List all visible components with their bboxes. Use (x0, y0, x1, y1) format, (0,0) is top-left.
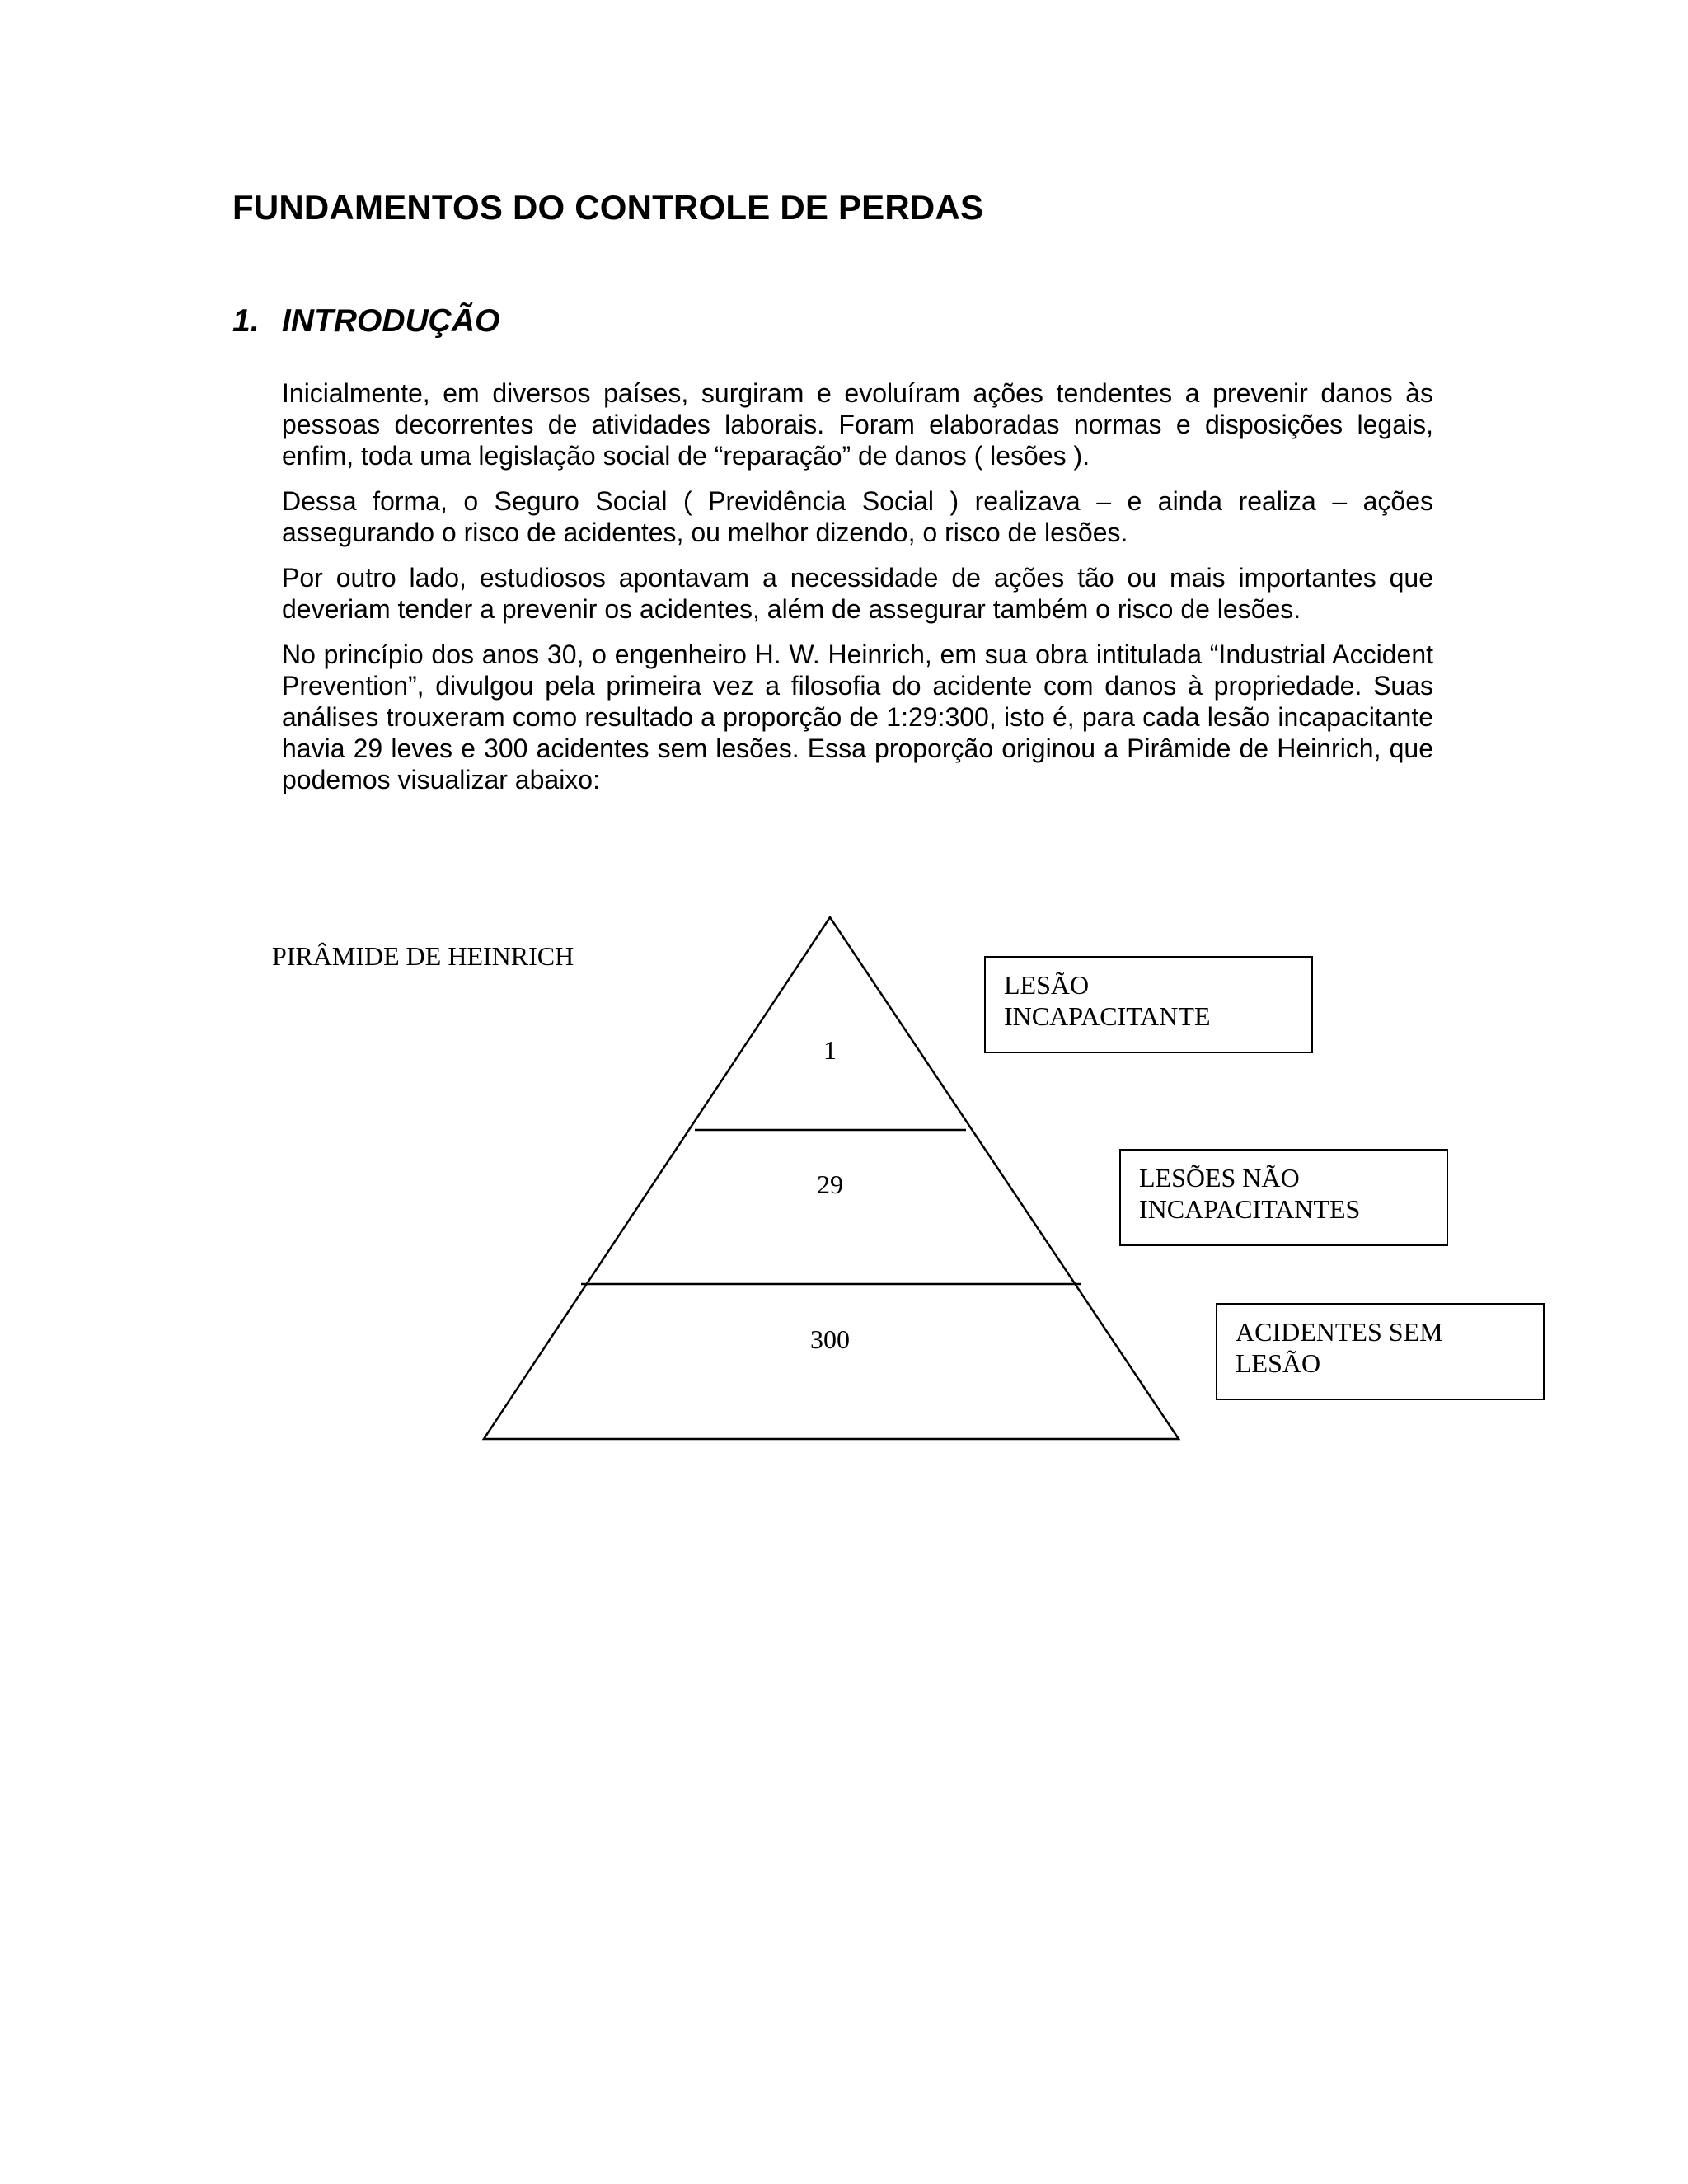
introduction-body (282, 377, 1433, 809)
pyramid-level-1-value: 1 (823, 1035, 837, 1065)
paragraph-4: No princípio dos anos 30, o engenheiro H. W. Heinrich, em sua obra intitulada “Industrial Accident Prevention”, divulgou pela primeira vez a filosofia do acidente com danos à propriedade. Suas análises trouxeram como resultado a proporção de 1:29:300, isto é, para cada lesão incapacitante havia 29 leves e 300 acidentes sem lesões. Essa proporção originou a Pirâmide de Heinrich, que podemos visualizar abaixo: (282, 640, 1433, 794)
paragraph-2: Dessa forma, o Seguro Social ( Previdência Social ) realizava – e ainda realiza – ações assegurando o risco de acidentes, ou melhor dizendo, o risco de lesões. (282, 486, 1433, 547)
section-number: 1. (232, 303, 260, 339)
legend-2-line-1: LESÕES NÃO (1139, 1163, 1300, 1193)
legend-box-lesoes-nao-incapacitantes (1119, 1149, 1448, 1246)
paragraph-1: Inicialmente, em diversos países, surgiram e evoluíram ações tendentes a prevenir danos às pessoas decorrentes de atividades laborais. Foram elaboradas normas e disposições legais, enfim, toda uma legislação social de “reparação” de danos ( lesões ). (282, 378, 1433, 471)
legend-box-lesao-incapacitante (984, 956, 1313, 1053)
legend-3-line-2: LESÃO (1236, 1348, 1321, 1378)
document-title: FUNDAMENTOS DO CONTROLE DE PERDAS (232, 188, 984, 227)
legend-1-line-2: INCAPACITANTE (1004, 1001, 1211, 1031)
pyramid-level-3-value: 300 (810, 1324, 850, 1354)
figure-label: PIRÂMIDE DE HEINRICH (272, 941, 574, 971)
section-heading (232, 303, 499, 340)
legend-box-acidentes-sem-lesao (1216, 1303, 1545, 1400)
section-title: INTRODUÇÃO (282, 303, 500, 339)
legend-1-line-1: LESÃO (1004, 970, 1090, 1000)
legend-3-line-1: ACIDENTES SEM (1236, 1317, 1443, 1347)
pyramid-level-2-value: 29 (817, 1169, 843, 1199)
paragraph-3: Por outro lado, estudiosos apontavam a necessidade de ações tão ou mais importantes que deveriam tender a prevenir os acidentes, além de assegurar também o risco de lesões. (282, 563, 1433, 624)
legend-2-line-2: INCAPACITANTES (1139, 1194, 1361, 1224)
